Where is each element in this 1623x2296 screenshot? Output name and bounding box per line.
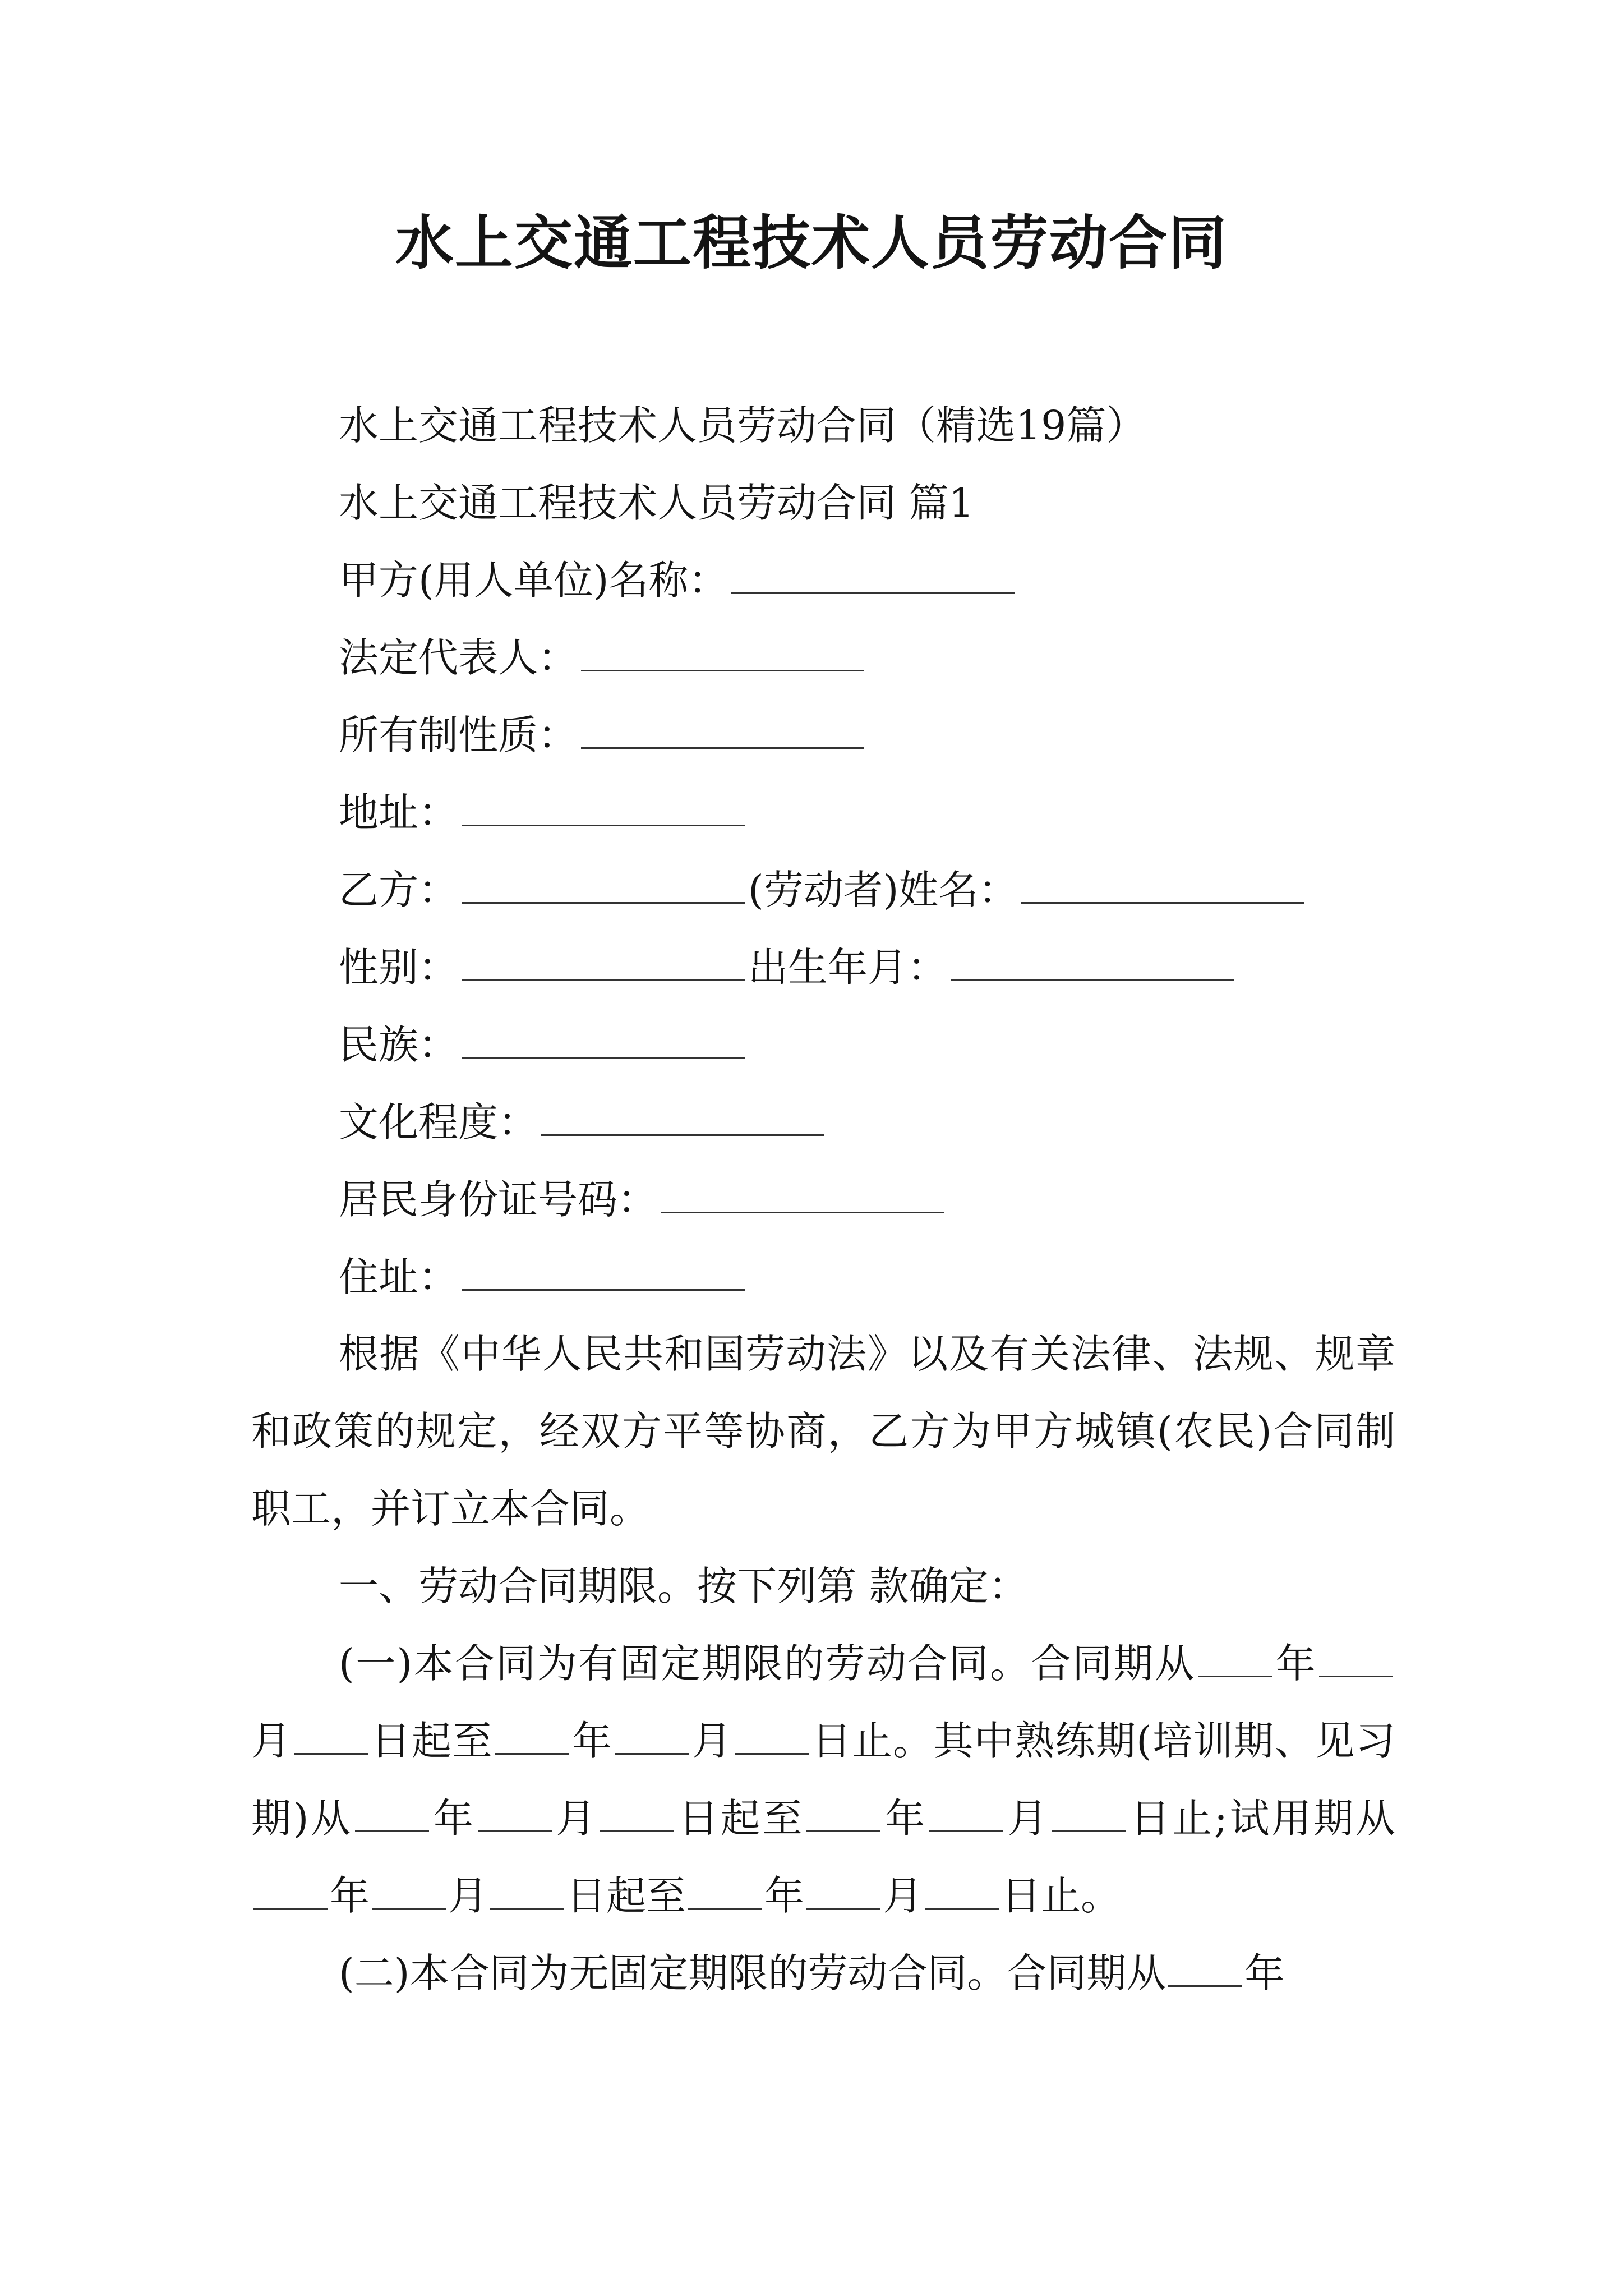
education-label: 文化程度： — [339, 1099, 538, 1145]
id-row — [251, 1161, 1395, 1239]
blank[interactable] — [478, 1795, 552, 1832]
legal-rep-label: 法定代表人： — [339, 634, 578, 681]
id-blank[interactable] — [661, 1176, 944, 1213]
day-from-label: 日起至 — [676, 1795, 805, 1842]
blank[interactable] — [355, 1795, 429, 1832]
address-label: 地址： — [339, 789, 459, 836]
year-label: 年 — [883, 1795, 927, 1842]
blank[interactable] — [1319, 1640, 1393, 1677]
year-label: 年 — [571, 1718, 613, 1764]
indefinite-term-paragraph — [251, 1935, 1395, 2012]
year-label: 年 — [1244, 1950, 1285, 1996]
party-b-row — [251, 852, 1395, 929]
legal-rep-blank[interactable] — [581, 634, 864, 671]
address-row — [251, 774, 1395, 852]
education-blank[interactable] — [541, 1098, 824, 1136]
residence-label: 住址： — [339, 1254, 459, 1300]
blank[interactable] — [253, 1872, 328, 1910]
blank[interactable] — [372, 1872, 446, 1910]
day-from-label: 日起至 — [370, 1718, 493, 1764]
blank[interactable] — [1168, 1949, 1242, 1987]
blank[interactable] — [294, 1717, 368, 1755]
blank[interactable] — [806, 1872, 880, 1910]
blank[interactable] — [1198, 1640, 1272, 1677]
birth-label: 出生年月： — [748, 944, 948, 991]
indefinite-term-text: (二)本合同为无固定期限的劳动合同。合同期从 — [339, 1950, 1166, 1996]
party-a-name-label: 甲方(用人单位)名称： — [339, 557, 728, 604]
education-row — [251, 1084, 1395, 1161]
legal-rep-row — [251, 619, 1395, 697]
residence-row — [251, 1239, 1395, 1316]
day-end2-label: 日止;试用期从 — [1128, 1795, 1395, 1842]
birth-blank[interactable] — [951, 944, 1234, 981]
address-blank[interactable] — [462, 789, 745, 826]
month-label: 月 — [883, 1872, 923, 1919]
residence-blank[interactable] — [462, 1253, 745, 1291]
ownership-blank[interactable] — [581, 711, 864, 749]
gender-birth-row — [251, 929, 1395, 1006]
party-b-blank[interactable] — [462, 866, 745, 904]
ownership-label: 所有制性质： — [339, 712, 578, 758]
blank[interactable] — [495, 1717, 569, 1755]
blank[interactable] — [688, 1872, 762, 1910]
year-label: 年 — [764, 1872, 805, 1919]
paragraph-area — [251, 1315, 1395, 2012]
worker-name-blank[interactable] — [1021, 866, 1304, 904]
day-from-label: 日起至 — [566, 1872, 686, 1919]
blank[interactable] — [929, 1795, 1003, 1832]
month-label: 月 — [1005, 1795, 1050, 1842]
ethnicity-blank[interactable] — [462, 1021, 745, 1059]
month-label: 月 — [554, 1795, 598, 1842]
document-title: 水上交通工程技术人员劳动合同 — [395, 209, 1228, 277]
year-label: 年 — [330, 1872, 370, 1919]
gender-label: 性别： — [339, 944, 459, 991]
blank[interactable] — [615, 1717, 689, 1755]
month-label: 月 — [691, 1718, 733, 1764]
ethnicity-label: 民族： — [339, 1022, 459, 1068]
party-a-name-blank[interactable] — [731, 556, 1015, 594]
day-end-label: 日止。其中熟练期(培训期、见习期)从 — [251, 1718, 1395, 1842]
document-subtitle: 水上交通工程技术人员劳动合同（精选19篇） — [339, 402, 1146, 449]
year-label: 年 — [431, 1795, 476, 1842]
blank[interactable] — [806, 1795, 880, 1832]
party-a-name-row — [251, 542, 1395, 619]
day-end3-label: 日止。 — [1001, 1872, 1121, 1919]
ownership-row — [251, 697, 1395, 774]
blank[interactable] — [925, 1872, 999, 1910]
document-body — [251, 387, 1395, 1316]
fixed-term-text: (一)本合同为有固定期限的劳动合同。合同期从 — [339, 1640, 1196, 1687]
party-b-label: 乙方： — [339, 867, 459, 913]
blank[interactable] — [490, 1872, 564, 1910]
fixed-term-paragraph — [251, 1625, 1395, 1935]
blank[interactable] — [1052, 1795, 1126, 1832]
ethnicity-row — [251, 1006, 1395, 1084]
year-label: 年 — [1274, 1640, 1317, 1687]
intro-paragraph: 根据《中华人民共和国劳动法》以及有关法律、法规、规章和政策的规定，经双方平等协商，乙方为甲方城镇(农民)合同制职工，并订立本合同。 — [251, 1331, 1395, 1532]
month-label: 月 — [448, 1872, 488, 1919]
clause-1: 一、劳动合同期限。按下列第 款确定： — [339, 1563, 1029, 1609]
id-label: 居民身份证号码： — [339, 1176, 658, 1223]
month-label: 月 — [251, 1718, 292, 1764]
section-heading: 水上交通工程技术人员劳动合同 篇1 — [339, 480, 974, 526]
worker-name-label: (劳动者)姓名： — [748, 867, 1018, 913]
blank[interactable] — [600, 1795, 674, 1832]
gender-blank[interactable] — [462, 944, 745, 981]
blank[interactable] — [735, 1717, 809, 1755]
